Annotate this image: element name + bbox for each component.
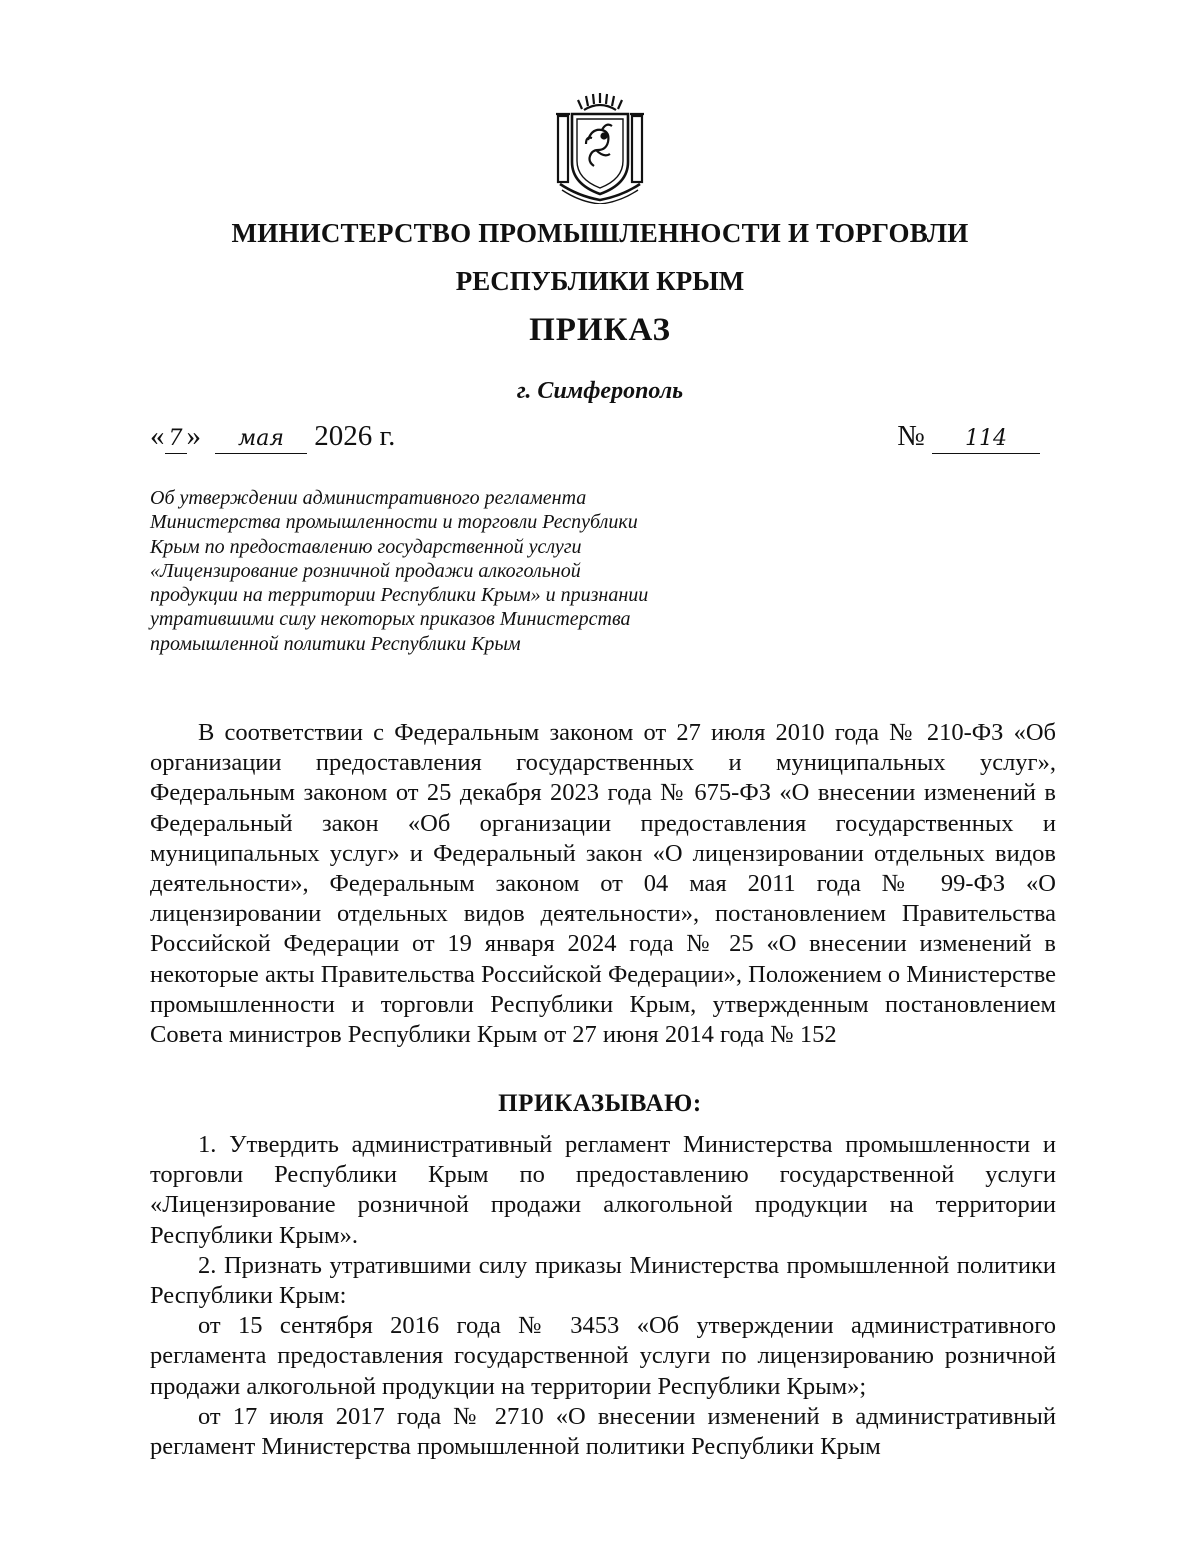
document-date bbox=[150, 420, 395, 454]
date-number-row bbox=[150, 420, 1040, 456]
order-subject: Об утверждении административного регламента Министерства промышленности и торговли Республики Крым по предоставлению государственной услуги «Лицензирование розничной продажи алкогольной продукции на территории Республики Крым» и признании утратившими силу некоторых приказов Министерства промышленной политики Республики Крым bbox=[150, 487, 649, 655]
document-number bbox=[897, 420, 1040, 454]
date-month-handwritten: мая bbox=[215, 425, 307, 454]
city-line: г. Симферополь bbox=[516, 378, 684, 404]
number-sign: № bbox=[897, 420, 925, 452]
order-clauses bbox=[150, 1130, 1056, 1462]
clause-2: 2. Признать утратившими силу приказы Министерства промышленной политики Республики Крым: bbox=[150, 1251, 1056, 1310]
ministry-name-line1: МИНИСТЕРСТВО ПРОМЫШЛЕННОСТИ И ТОРГОВЛИ bbox=[231, 218, 969, 248]
document-type-title: ПРИКАЗ bbox=[529, 312, 671, 348]
date-day-handwritten: 7 bbox=[165, 425, 187, 454]
order-heading: ПРИКАЗЫВАЮ: bbox=[498, 1090, 702, 1117]
document-number-handwritten: 114 bbox=[932, 425, 1040, 454]
date-close-quote: » bbox=[186, 420, 201, 452]
crimea-coat-of-arms-icon bbox=[548, 92, 652, 204]
clause-2-subitem-1: от 15 сентября 2016 года № 3453 «Об утверждении административного регламента предоставления государственной услуги по лицензированию розничной продажи алкогольной продукции на территории Республики Крым»; bbox=[150, 1312, 1056, 1400]
clause-2-subitem-2: от 17 июля 2017 года № 2710 «О внесении изменений в административный регламент Министерства промышленной политики Республики Крым bbox=[150, 1402, 1056, 1461]
ministry-name-line2: РЕСПУБЛИКИ КРЫМ bbox=[455, 266, 745, 296]
date-open-quote: « bbox=[150, 420, 165, 452]
preamble-paragraph bbox=[150, 718, 1056, 1050]
clause-1: 1. Утвердить административный регламент Министерства промышленности и торговли Республики Крым по предоставлению государственной услуги «Лицензирование розничной продажи алкогольной продукции на территории Республики Крым». bbox=[150, 1131, 1056, 1249]
date-year: 2026 г. bbox=[314, 420, 396, 452]
preamble-text: В соответствии с Федеральным законом от 27 июля 2010 года № 210-ФЗ «Об организации предоставления государственных и муниципальных услуг», Федеральным законом от 25 декабря 2023 года № 675-ФЗ «О внесении изменений в Федеральный закон «Об организации предоставления государственных и муниципальных услуг» и Федеральный закон «О лицензировании отдельных видов деятельности», Федеральным законом от 04 мая 2011 года № 99-ФЗ «О лицензировании отдельных видов деятельности», постановлением Правительства Российской Федерации от 19 января 2024 года № 25 «О внесении изменений в некоторые акты Правительства Российской Федерации», Положением о Министерстве промышленности и торговли Республики Крым, утвержденным постановлением Совета министров Республики Крым от 27 июня 2014 года № 152 bbox=[150, 719, 1056, 1049]
